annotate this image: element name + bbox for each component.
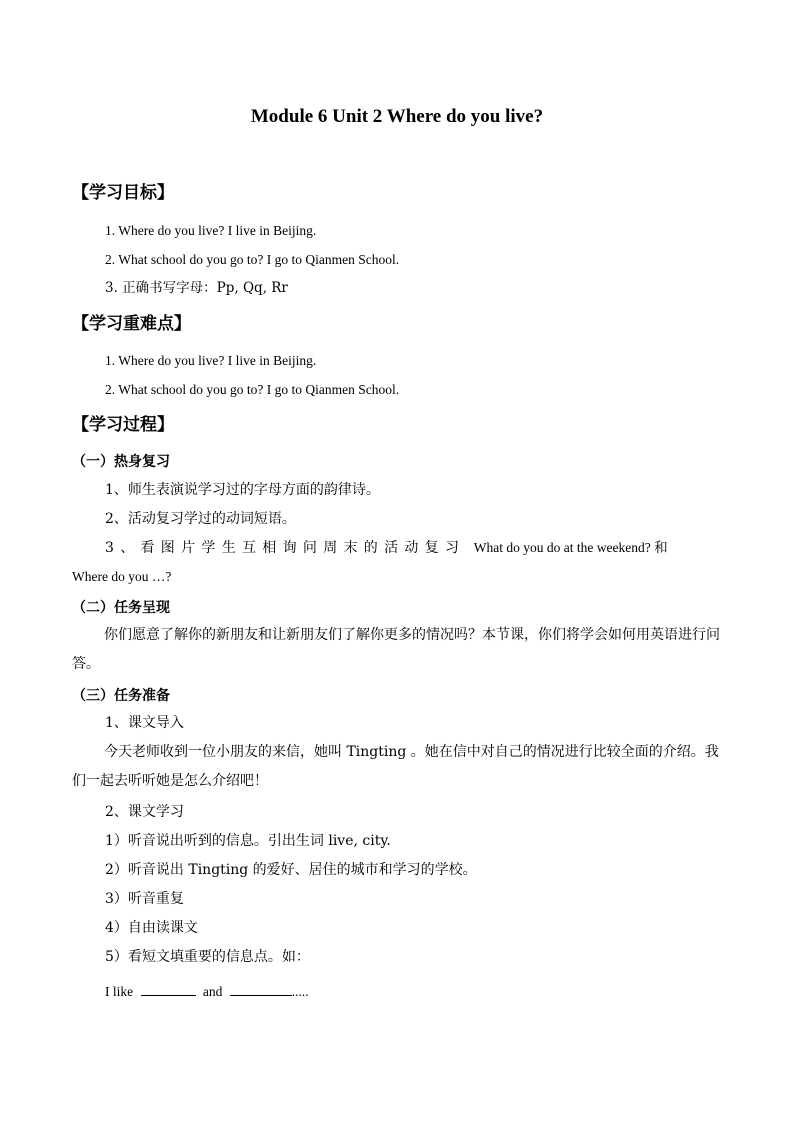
section-heading-key-points: 【学习重难点】 [72,314,191,334]
warmup-line-3 [105,538,668,558]
prep-intro-paragraph: 今天老师收到一位小朋友的来信，她叫 Tingting 。她在信中对自己的情况进行比较全面的介绍。我们一起去听听她是怎么介绍吧！ [72,744,719,789]
fill-in-blank-line [105,982,309,1002]
section-heading-objectives: 【学习目标】 [72,183,174,203]
warmup-line-4: Where do you …? [72,569,172,584]
prep-substep-1: 1）听音说出听到的信息。引出生词 live, city. [105,833,391,849]
key-point-item-1: 1. Where do you live? I live in Beijing. [105,353,317,368]
prep-step-1: 1、课文导入 [105,715,184,731]
fill-end-text: ..... [291,984,309,999]
warmup-line-3-en: What do you do at the weekend? 和 [473,540,668,555]
task-paragraph: 你们愿意了解你的新朋友和让新朋友们了解你更多的情况吗？本节课，你们将学会如何用英语进行问答。 [72,627,720,672]
warmup-line-1: 1、师生表演说学习过的字母方面的韵律诗。 [105,482,380,498]
page-title: Module 6 Unit 2 Where do you live? [250,106,544,127]
fill-blank-1 [141,983,196,996]
objective-item-2: 2. What school do you go to? I go to Qianmen School. [105,252,400,267]
fill-blank-2 [230,983,292,996]
section-heading-process: 【学习过程】 [72,415,174,435]
prep-substep-2: 2）听音说出 Tingting 的爱好、居住的城市和学习的学校。 [105,862,477,878]
part-heading-preparation: （三）任务准备 [72,688,170,704]
warmup-line-2: 2、活动复习学过的动词短语。 [105,511,296,527]
objective-item-3: 3. 正确书写字母：Pp, Qq, Rr [105,280,288,296]
key-point-item-2: 2. What school do you go to? I go to Qianmen School. [105,382,400,397]
prep-substep-5: 5）看短文填重要的信息点。如： [105,949,310,965]
fill-start-text: I like [105,984,134,999]
warmup-line-3-cn: 3、看图片学生互相询问周末的活动复习 [105,540,466,556]
part-heading-warmup: （一）热身复习 [72,454,170,470]
fill-middle-text: and [202,984,223,999]
prep-substep-3: 3）听音重复 [105,891,184,907]
prep-step-2: 2、课文学习 [105,804,184,820]
part-heading-task: （二）任务呈现 [72,600,170,616]
objective-item-1: 1. Where do you live? I live in Beijing. [105,223,317,238]
prep-substep-4: 4）自由读课文 [105,920,198,936]
